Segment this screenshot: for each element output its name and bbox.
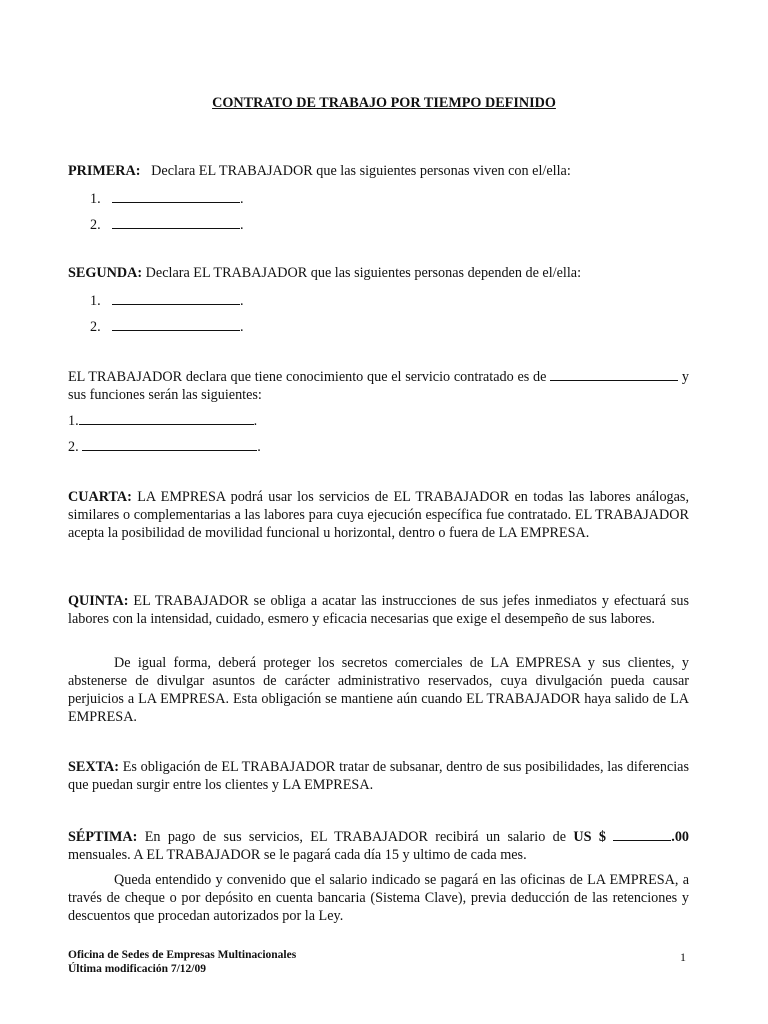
primera-item-1: 1. .	[90, 191, 244, 207]
blank-line	[79, 411, 254, 425]
clause-primera	[68, 162, 689, 180]
document-title: CONTRATO DE TRABAJO POR TIEMPO DEFINIDO	[212, 95, 556, 111]
primera-item-2: 2. .	[90, 217, 244, 233]
clause-segunda-label: SEGUNDA:	[68, 265, 143, 281]
servicio-item-2: 2. .	[68, 439, 261, 455]
salary-blank-line	[613, 827, 671, 841]
clause-septima-para2: Queda entendido y convenido que el salario indicado se pagará en las oficinas de LA EMPRESA, a través de cheque o por depósito en cuenta bancaria (Sistema Clave), previa deducción de las retenciones y descuentos que procedan autorizados por la Ley.	[68, 872, 689, 924]
clause-primera-text: Declara EL TRABAJADOR que las siguientes personas viven con el/ella:	[151, 163, 571, 179]
clause-servicio-text-b: y sus funciones serán las siguientes:	[68, 369, 690, 403]
segunda-item-2: 2. .	[90, 319, 244, 335]
blank-line	[112, 317, 240, 331]
clause-sexta	[68, 758, 689, 794]
clause-quinta-para2: De igual forma, deberá proteger los secretos comerciales de LA EMPRESA y sus clientes, y abstenerse de divulgar asuntos de carácter administrativo reservados, cuya divulgación pueda causar perjuicios a LA EMPRESA. Esta obligación se mantiene aún cuando EL TRABAJADOR haya salido de LA EMPRESA.	[68, 655, 689, 725]
blank-line	[112, 291, 240, 305]
page-footer	[68, 948, 296, 976]
clause-servicio	[68, 367, 689, 404]
clause-quinta-label: QUINTA:	[68, 593, 129, 609]
clause-cuarta-label: CUARTA:	[68, 489, 132, 505]
salary-currency: US $	[573, 829, 606, 845]
clause-cuarta-text: LA EMPRESA podrá usar los servicios de EL TRABAJADOR en todas las labores análogas, similares o complementarias a las labores para cuya ejecución específica fue contratado. EL TRABAJADOR acepta la posibilidad de movilidad funcional u horizontal, dentro o fuera de LA EMPRESA.	[68, 489, 690, 541]
clause-septima-text-a: En pago de sus servicios, EL TRABAJADOR recibirá un salario de	[144, 829, 567, 845]
blank-line	[82, 437, 257, 451]
clause-sexta-text: Es obligación de EL TRABAJADOR tratar de subsanar, dentro de sus posibilidades, las diferencias que puedan surgir entre los clientes y LA EMPRESA.	[68, 759, 689, 793]
clause-cuarta	[68, 488, 689, 542]
blank-line	[112, 215, 240, 229]
clause-septima-text-b: mensuales. A EL TRABAJADOR se le pagará cada día 15 y ultimo de cada mes.	[68, 847, 527, 863]
clause-servicio-text-a: EL TRABAJADOR declara que tiene conocimiento que el servicio contratado es de	[68, 369, 547, 385]
segunda-item-1: 1. .	[90, 293, 244, 309]
clause-septima	[68, 827, 689, 864]
clause-primera-label: PRIMERA:	[68, 163, 141, 179]
clause-quinta-text: EL TRABAJADOR se obliga a acatar las instrucciones de sus jefes inmediatos y efectuará sus labores con la intensidad, cuidado, esmero y eficacia necesarias que exige el desempeño de sus labores.	[68, 593, 690, 627]
footer-office: Oficina de Sedes de Empresas Multinacionales	[68, 949, 297, 961]
blank-line	[112, 189, 240, 203]
blank-line	[550, 367, 678, 381]
clause-segunda	[68, 264, 689, 282]
clause-septima-label: SÉPTIMA:	[68, 829, 138, 845]
clause-quinta	[68, 592, 689, 628]
salary-cents: .00	[671, 829, 690, 845]
servicio-item-1: 1. .	[68, 413, 258, 429]
clause-sexta-label: SEXTA:	[68, 759, 119, 775]
clause-segunda-text: Declara EL TRABAJADOR que las siguientes personas dependen de el/ella:	[145, 265, 582, 281]
page-number: 1	[680, 950, 686, 964]
footer-last-modified: Última modificación 7/12/09	[68, 963, 206, 975]
